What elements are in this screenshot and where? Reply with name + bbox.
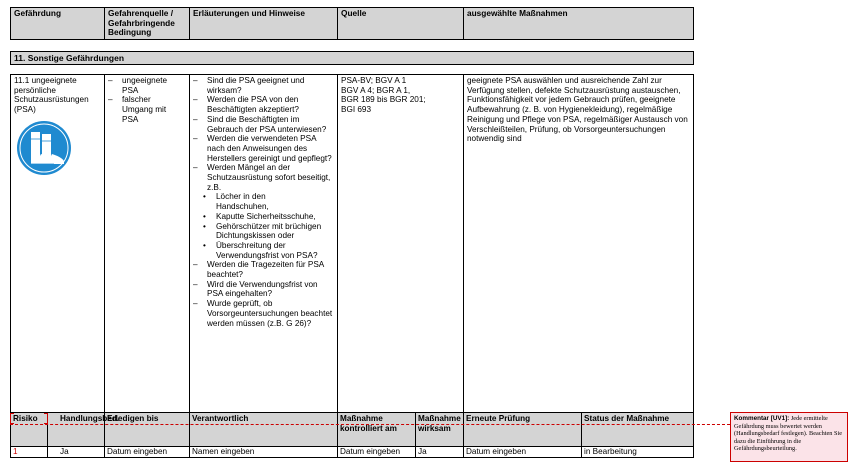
question-7: Wird die Verwendungsfrist von PSA eingehalten? <box>207 279 318 299</box>
erledigen-value[interactable]: Datum eingeben <box>104 447 189 457</box>
list-item: • Löcher in den Handschuhen, <box>193 192 337 211</box>
risk-header-verantwortlich: Verantwortlich <box>189 413 337 446</box>
risk-header-kontrolliert: Maßnahme kontrolliert am <box>337 413 415 446</box>
comment-label: Kommentar [UV1]: <box>734 415 790 422</box>
erlaeuterungen-cell <box>189 75 337 414</box>
question-5: Werden Mängel an der Schutzausrüstung sofort beseitigt, z.B. <box>207 163 331 192</box>
list-item: • Überschreitung der Verwendungsfrist von PSA? <box>193 241 337 260</box>
list-item: • Gehörschützer mit brüchigen Dichtungskissen oder <box>193 222 337 241</box>
list-item: – Werden die PSA von den Beschäftigten akzeptiert? <box>193 95 337 114</box>
handlung-value[interactable]: Ja <box>47 447 104 457</box>
sub-item-1: Löcher in den Handschuhen, <box>216 192 269 212</box>
risk-header-wirksam: Maßnahme wirksam <box>415 413 463 446</box>
question-1: Sind die PSA geeignet und wirksam? <box>207 76 305 95</box>
risk-header-status: Status der Maßnahme <box>581 413 695 446</box>
sub-item-2: Kaputte Sicherheitsschuhe, <box>216 211 316 221</box>
source-item-1: ungeeignete PSA <box>122 76 168 95</box>
risk-values-row <box>10 447 694 458</box>
section-title: 11. Sonstige Gefährdungen <box>10 51 694 65</box>
sub-item-4: Überschreitung der Verwendungsfrist von PSA? <box>216 240 318 260</box>
risk-header-erledigen: Erledigen bis <box>104 413 189 446</box>
risk-header-row <box>10 412 694 447</box>
risk-header-pruefung: Erneute Prüfung <box>463 413 581 446</box>
comment-text: Jede ermittelte Gefährdung muss bewertet werden (Handlungsbedarf festlegen). Beachten Sie dazu die Einführung in die Gefährdungsbeurteilung. <box>734 415 843 453</box>
hazard-cell <box>11 75 104 414</box>
safety-boots-sign-icon <box>16 120 72 176</box>
quelle-line-1: PSA-BV; BGV A 1 <box>341 76 407 85</box>
risk-header-risiko: Risiko <box>13 414 38 423</box>
comment-connector-line <box>10 424 730 425</box>
question-2: Werden die PSA von den Beschäftigten akzeptiert? <box>207 95 299 115</box>
list-item: • Kaputte Sicherheitsschuhe, <box>203 211 316 221</box>
list-item: – Wird die Verwendungsfrist von PSA eingehalten? <box>193 280 337 299</box>
status-value[interactable]: in Bearbeitung <box>581 447 695 457</box>
source-item-2: falscher Umgang mit PSA <box>122 95 167 124</box>
table-header-row <box>10 7 694 40</box>
kontrolliert-value[interactable]: Datum eingeben <box>337 447 415 457</box>
verantwortlich-value[interactable]: Namen eingeben <box>189 447 337 457</box>
header-gefahrenquelle: Gefahrenquelle / Gefahrbringende Bedingung <box>104 8 189 39</box>
question-6: Werden die Tragezeiten für PSA beachtet? <box>207 260 324 280</box>
hazard-row <box>10 74 694 415</box>
comment-balloon[interactable] <box>730 412 848 462</box>
list-item: – ungeeignete PSA <box>108 76 189 95</box>
comment-anchor-start <box>10 413 14 424</box>
comment-anchor-end <box>44 413 48 424</box>
quelle-cell <box>337 75 463 414</box>
list-item: – Sind die PSA geeignet und wirksam? <box>193 76 337 95</box>
header-quelle: Quelle <box>337 8 463 39</box>
risk-header-handlung: Handlungsbed. <box>47 413 104 446</box>
quelle-line-4: BGI 693 <box>341 105 372 115</box>
list-item: – Sind die Beschäftigten im Gebrauch der PSA unterwiesen? <box>193 115 337 134</box>
quelle-line-3: BGR 189 bis BGR 201; <box>341 95 426 105</box>
gefahrenquelle-cell <box>104 75 189 414</box>
sub-item-3: Gehörschützer mit brüchigen Dichtungskissen oder <box>216 221 322 241</box>
massnahmen-cell <box>463 75 695 414</box>
risk-value[interactable]: 1 <box>13 447 18 456</box>
question-3: Sind die Beschäftigten im Gebrauch der PSA unterwiesen? <box>207 114 327 134</box>
quelle-line-2: BGV A 4; BGR A 1, <box>341 85 411 95</box>
list-item: – Werden die Tragezeiten für PSA beachtet? <box>193 260 324 280</box>
question-4: Werden die verwendeten PSA nach den Anweisungen des Herstellers gereinigt und gepflegt? <box>207 134 332 163</box>
measures-text: geeignete PSA auswählen und ausreichende Zahl zur Verfügung stellen, defekte Schutzausrüstung austauschen, Funktionsfähigkeit vor jedem Gebrauch prüfen, geeignete Aufbewahrung (z. B. von Hygienekleidung), regelmäßige Reinigung und Pflege von PSA, regelmäßiger Austausch von Verschleißteilen, Prüfung, ob Vorsorgeuntersuchungen notwendig sind <box>467 76 688 144</box>
list-item: – Werden Mängel an der Schutzausrüstung sofort beseitigt, z.B. <box>193 163 337 192</box>
list-item: – Wurde geprüft, ob Vorsorgeuntersuchungen beachtet werden müssen (z.B. G 26)? <box>193 299 333 328</box>
header-gefaehrdung: Gefährdung <box>14 8 62 18</box>
header-massnahmen: ausgewählte Maßnahmen <box>463 8 695 39</box>
list-item: – falscher Umgang mit PSA <box>108 95 189 124</box>
hazard-title: 11.1 ungeeignete persönliche Schutzausrüstungen (PSA) <box>14 76 89 115</box>
wirksam-value[interactable]: Ja <box>415 447 463 457</box>
header-erlaeuterungen: Erläuterungen und Hinweise <box>189 8 337 39</box>
pruefung-value[interactable]: Datum eingeben <box>463 447 581 457</box>
list-item: – Werden die verwendeten PSA nach den Anweisungen des Herstellers gereinigt und gepflegt? <box>193 134 332 163</box>
question-8: Wurde geprüft, ob Vorsorgeuntersuchungen beachtet werden müssen (z.B. G 26)? <box>207 299 333 328</box>
